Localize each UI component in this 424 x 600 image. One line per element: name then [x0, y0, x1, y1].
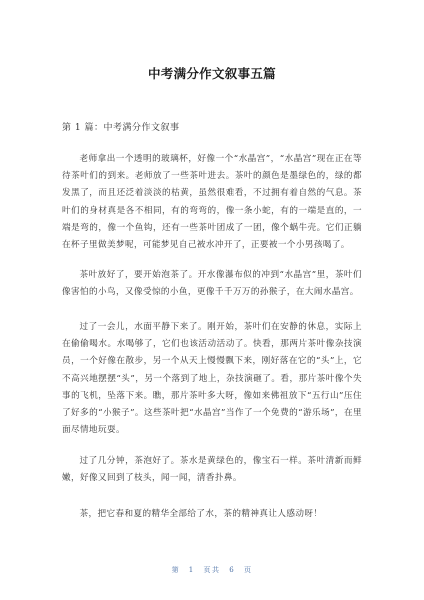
section-title: 第 1 篇：中考满分作文叙事	[62, 123, 180, 133]
footer-middle: 页共	[203, 566, 221, 574]
body-paragraph: 过了一会儿，水面平静下来了。刚开始，茶叶们在安静的休息，实际上在偷偷喝水。水喝够了，它们也该活动活动了。快看，那两片茶叶像杂技演员，一个好像在散步，另一个从天上慢慢飘下来，刚好落在它的“头”上，它不高兴地摆摆“头”，另一个落到了地上，杂技演砸了。看，那片茶叶像个失事的飞机，坠落下来。瞧，那片茶叶多大呀，像如来佛祖放下“五行山”压住了好多的“小猴子”。这些茶叶把“水晶宫”当作了一个免费的“游乐场”，在里面尽情地玩耍。	[62, 322, 362, 436]
body-paragraph: 过了几分钟，茶泡好了。茶水是黄绿色的，像宝石一样。茶叶清新而鲜嫩，好像又回到了枝头，闻一闻，清香扑鼻。	[62, 456, 362, 484]
total-page-count: 6	[229, 566, 236, 574]
current-page-number: 1	[188, 566, 195, 574]
page-footer	[0, 565, 424, 575]
body-paragraph: 茶叶放好了，要开始泡茶了。开水像瀑布似的冲到“水晶宫”里，茶叶们像害怕的小鸟，又像受惊的小鱼，更像千千万万的孙猴子，在大闹水晶宫。	[62, 270, 362, 298]
footer-suffix: 页	[243, 566, 253, 574]
footer-prefix: 第	[171, 566, 181, 574]
body-paragraph: 茶，把它春和夏的精华全部给了水，茶的精神真让人感动呀！	[79, 509, 323, 519]
body-paragraph: 老师拿出一个透明的玻璃杯，好像一个“水晶宫”，“水晶宫”现在正在等待茶叶们的到来。老师放了一些茶叶进去。茶叶的颜色是墨绿色的，绿的都发黑了，而且还泛着淡淡的枯黄，虽然很难看，不过拥有着自然的气息。茶叶们的身材真是各不相同，有的弯弯的，像一条小蛇，有的一端是直的，一端是弯的，像一个鱼钩，还有一些茶叶团成了一团，像个蜗牛壳。它们正躺在杯子里做美梦呢，可能梦见自己被水冲开了，正要被一个小男孩喝了。	[62, 154, 362, 251]
document-title: 中考满分作文叙事五篇	[147, 66, 276, 81]
